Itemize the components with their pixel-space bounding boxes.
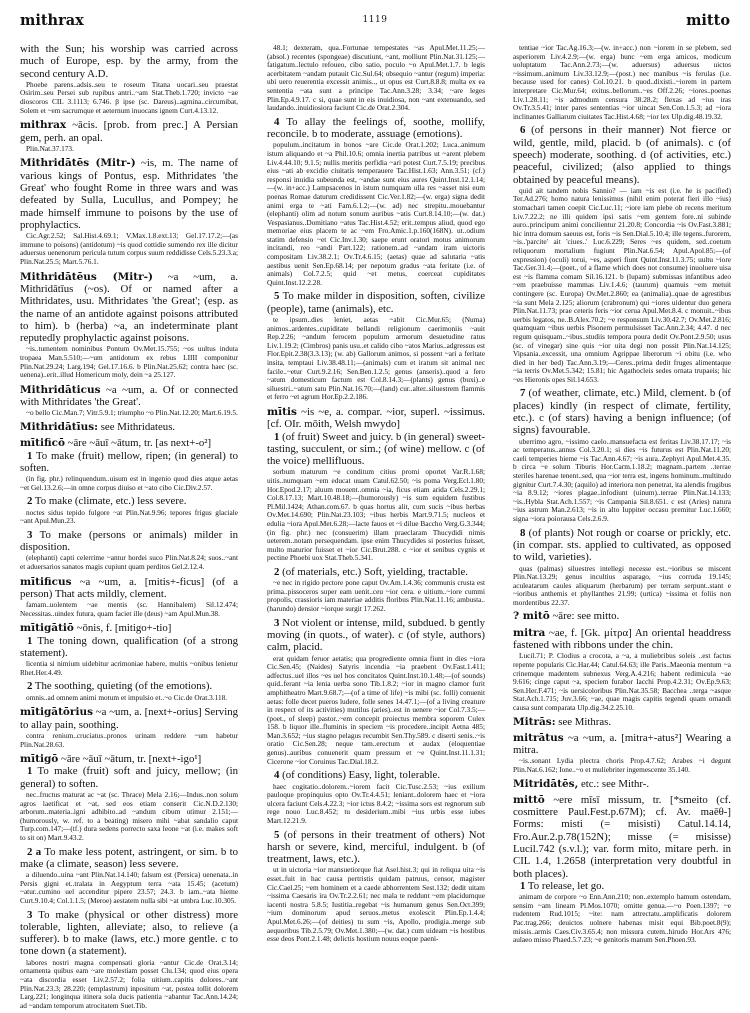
- sense-definition: 3 To make (persons or animals) milder in disposition.: [20, 528, 238, 554]
- entry-definition: ~āre ~āuī ~ātum, tr. [next+-igo¹]: [61, 753, 202, 766]
- sense-definition: 7 (of weather, climate, etc.) Mild, clement. b (of places) kindly (in respect of climate, fertility, etc.). c (of stars) having a benign influence; (of signs) favourable.: [513, 387, 731, 437]
- entry: [20, 384, 238, 409]
- sense-definition: 3 To make (physical or other distress) more tolerable, lighten, alleviate; also, to relieve (a sufferer). b to make (laws, etc.) more gentle. c to tone down (a statement).: [20, 908, 238, 958]
- sense-definition: 1 (of fruit) Sweet and juicy. b (in general) sweet-tasting, succulent, or sim.; (of wine) mellow. c (of the voice) mellifluous.: [267, 430, 485, 468]
- sense-number: 8: [520, 526, 526, 539]
- entry-definition: ~ae, f. [Gk. μίτρα] An oriental headdress fastened with ribbons under the chin.: [513, 626, 731, 652]
- citation-block: omnis..ad omnem animi motum et impulsio et..~o Cic.de Orat.3.118.: [26, 692, 228, 702]
- citation-block: Cic.Agr.2.52; Sal.Hist.4.69.1; V.Max.1.8.ext.13; Gel.17.17.2;—(as immune to poisons) (antidotum) ~is quod cottidie sumendo rex ille dicitur aduersus uenenorum pericula tutum corpus suum reddidisse Cels.5.23.3.a; Plin.Nat.25.5; Mart.5.76.1.: [20, 231, 238, 267]
- entry-headword: Mithridātīus:: [20, 420, 99, 433]
- citation-block: contra renium..cruciatus..pronos urinam reddere ~um habetur Plin.Nat.28.63.: [20, 730, 238, 749]
- entry-definition: ~ōnis, f. [mitigo+-tio]: [76, 622, 172, 635]
- entry-headword: Mitrās:: [513, 715, 556, 728]
- entry-headword: Mithridātēus (Mitr-): [20, 270, 153, 283]
- entry: [513, 732, 731, 757]
- entry: [20, 119, 238, 144]
- entry-headword: mītificus: [20, 575, 72, 588]
- sense-number: 2: [274, 565, 280, 578]
- entry: [20, 157, 238, 231]
- sense-number: 7: [520, 387, 526, 400]
- citation-block: ~is..sonant Lydia plectra choris Prop.4.7.62; Arabes ~i degunt Plin.Nat.6.162; Ione..~o et muliebriter ingemescente 35.140.: [513, 756, 731, 774]
- sense-definition: 5 (of persons in their treatment of others) Not harsh or severe, kind, merciful, indulgent. b (of treatment, laws, etc.).: [267, 828, 485, 866]
- entry-headword: mītigō: [20, 753, 59, 766]
- cross-reference-target: see Mithridateus.: [100, 420, 176, 433]
- sense-definition: 1 To make (fruit) soft and juicy, mellow; (in general) to soften.: [20, 765, 238, 790]
- sense-definition: 1 The toning down, qualification (of a strong statement).: [20, 634, 238, 659]
- citation-block: (in fig. phr.) relinquendum..uisum est in ingenio quod dies atque aetas ~et Gel.13.2.6;—in omne corpus diuiso et ~ato cibo Cic.Div.2.57.: [20, 474, 238, 492]
- citation-block: tentiae ~ior Tac.Ag.16.3;—(w. in+acc.) non ~iorem in se plebem, sed asperiorem Liv.4.2.9;—(w. erga) hunc ~em erga amicos, modicum uoluptatum Tac.Ann.2.73;—(w. aduersus) aduersus uictos ~issimum..animum Liv.33.12.9;—(post.) nec manibus ~is ferulas (i.e. because used for canes) Col.10.21. b quod..dixisti..~iorem in partem interpretare Cic.Mur.64; exitus..bellorum..~es Off.2.26; ~iores..poenas Liv.1.28.11; ~is admodum censura 38.28.2; flexas ad ~ius iras Ov.Tr.3.5.41; inter pares sententias ~ior uincat Sen.Con.1.5.3; ad ~iora inclinantes Galliarum ciuitates Tac.Hist.4.68; ~ior lex Ulp.dig.48.19.32.: [513, 43, 731, 121]
- right-guide-word: mitto: [686, 12, 730, 29]
- entry: [20, 576, 238, 601]
- entry: [20, 622, 238, 634]
- citation-block: ~is..tumentem nominibus Pontum Ov.Met.15.755; ~os uultus induta tropaea Man.5.510;—~um antidotum ex rebus LIIII componitur Plin.Nat.29.24; Larg.194; Gel.17.16.6. b Plin.Nat.25.62; contra haec (sc. uenena)..erit..illud Homericum moly, dein ~a 25.127.: [20, 344, 238, 380]
- sense-definition: 1 To make (fruit) mellow, ripen; (in general) to soften.: [20, 449, 238, 474]
- sense-number: 1: [274, 430, 280, 443]
- column-left: [20, 43, 238, 1013]
- citation-block: a diluendo..uina ~ant Plin.Nat.14.140; falsum est (Persica) uenenata..in Persis gigni et..tralata in Aegyptum terra ~ata 15.45; (acetum) ~atur..cumino uel accenditur pipere 23.57; 24.3. b iam..~ata hieme Curt.9.10.4; Col.1.1.5; (Meroe) aestatem nulla sibi ~at umbra Luc.10.305.: [20, 870, 238, 905]
- citation-block: nec..fructus maturat ac ~at (sc. Thrace) Mela 2.16;—Indus..non solum agros laetificat et ~at, sed eos etiam conserit Cic.N.D.2.130; arborum..materia..igni adhibito..ad ~andum cibum utimur 2.151;—(humorously, w. ref. to a beating) misero mihi ~abat sandalio caput Turp.com.147;—(tf.) dura sedens porrecto saxa leone ~at (i.e. makes soft to sit on) Mart.9.43.2.: [20, 790, 238, 842]
- citation-block: haec cogitatio..dolorem..~iorem facit Cic.Tusc.2.53; ~ius exilium pauloque propinquius opto Ov.Tr.4.4.51; leniant..dolorem haec et ~iora ulcera faciunt Cels.4.22.3; ~ior ictus 8.4.2; ~issima sors est regnorum sub rege nouo Luc.8.452; tu desiderium..mibi ~ius urbis esse iubes Mart.12.21.9.: [267, 781, 485, 825]
- entry-definition: ~a ~um, a. [mitra+-atus²] Wearing a mitra.: [513, 731, 731, 757]
- sense-number: 1: [520, 879, 526, 892]
- entry-headword: mītis: [267, 405, 297, 418]
- cross-reference: [513, 716, 731, 728]
- citation-block: quid ait tandem nobis Sannio? — iam ~is est (i.e. he is pacified) Ter.Ad.276; homo natura lenissimus (nihil enim poterat fieri illo ~ius) stomachari tamen coepit Cic.Luc.11; ~iore iam plebe ob recens meritum Liv.7.22.2; ne illi quidem ipsi satis ~em gentem fore..ni subinde auro..principum animi concilientur 21.20.8; Concordia ~is Ov.Fast.3.881; hic intra domum saeuus est, foris ~is Sen.Dial.5.10.4; ille tegens..furorem, ~is..'parcite' ait 'ciues..' Luc.6.229; Seres ~es quidem, sed..coetum reliquorum mortalium fugiunt Plin.Nat.6.54; Apul.Apol.85;—(of expression) (oculi) toruі, ~es, asperi fiunt Quint.Inst.11.3.75; uultu ~iore Tac.Ger.31.4;—(poet., of a flame which does not consume) inuoluere uisa est ~is flamma comam Sil.16.121. b (lupam) submissas infantibus adeo ~em praebuisse mammas Liv.1.4.6; (taurum) quamuis ~em metuit contingere (sc. Europa) Ov.Met.2.860; ea (animalia)..quae de agrestibus ~ia sunt Mela 2.125; aliorum (crabronum) qui ~iores uidentur duo genera Plin.Nat.11.73; prae ceteris feris ~ior cerua Apul.Met.8.4. c monuit..~ibus uerbis legatos, ne..B.Alex.70.2; ~e responsum Liv.30.42.7; Ov.Met.2.816; quamquam ~ibus uerbis Pisonem permulsisset Tac.Ann.2.34; 4.47. d nec regum quisquam..~ibus..studiis tempora poura dedit Ov.Pont.2.9.50; usus (sc. of vinegar) sine quis ~ior uita degi non possit Plin.Nat.14.125; Vipsania..excessit, una omnium Agrippae liberorum ~i obitu (i.e. who died in her bed) Tac.Ann.3.19;—Ceres..prima dedit fruges alimentaque ~ia terris Ov.Met.5.342; 15.81; hic Agathocleis sedes ornata trupaeis; hic ~es Hieronis opes Sil.14.653.: [513, 185, 731, 384]
- citation-block: noctes sidus tepido fulgore ~at Plin.Nat.9.96; tepores frigus glaciale ~ant Apul.Mun.23.: [20, 507, 238, 526]
- citation-block: sorbum maturum ~e conditum citius promi oportet Var.R.1.68; uitis..numquam ~em educat uuam Catul.62.50; ~is poma Verg.Ecl.1.80; Hor.Epod.2.17; aluum mouent..omnia ~ia, ficus etiam arida Cels.2.29.1; Col.8.17.13; Mart.10.48.18;—(humorously) ~is sum equidem fustibus Pl.Mil.1424; Athan.com.67. b quas hortus alit, cum sucis ~ibus herbas Ov.Met.14.690; Plin.Nat.23.103; ~ibus herbis Mart.9.71.5; nucleos et edulia ~iora Apul.Met.6.28;—lacte fauos et ~i dilue Baccho Verg.G.3.344; (in fig. phr.) nec (consuerim) illam praeclaram Thucydidi nimis ueterem..notam persequendam. ipse enim Thucydides si posterius fuisset, multo maturior fuisset et ~ior Cic.Brut.288. c ~ior et senibus cygnis et pectine Phoebi uox Stat.Theb.5.341.: [267, 467, 485, 563]
- entry-headword: mitrātus: [513, 731, 564, 744]
- cross-reference-target: see Mithras.: [558, 715, 612, 728]
- cross-reference-target: etc.: see Mithr-.: [580, 777, 650, 790]
- running-head: [20, 12, 730, 34]
- entry-definition: ~is, m. The name of various kings of Pontus, esp. Mithridates 'the Great' who fought Rome in three wars and was defeated by Sulla, Lucullus, and Pompey; he made himself immune to poisons by the use of prophylactics.: [20, 157, 239, 231]
- cross-reference: [513, 778, 731, 790]
- sense-number: 1: [27, 634, 33, 647]
- entry: [20, 437, 238, 449]
- citation-block: Lucil.71; P. Clodius a crocota, a ~a, a muliebribus soleis ..est factus repente popularis Cic.Har.44; Catul.64.63; ille Paris..Maeonia mentum ~a crinemque madentem subnexus Verg.A.4.216; habent redimicula ~ae 9.616; cinge caput ~a, speciem furabor Iacchi Prop.4.2.31; Ov.Ep.9.63; Sen.Her.F.471; ~is uersicoloribus Plin.Nat.35.58; Bacchea ..terga ~asque Stat.Ach.1.715; Juv.3.66; ~ae, quae magis capitis tegendi quam ornandi causa sunt comparata Ulp.dig.34.2.25.10.: [513, 651, 731, 712]
- entry-headword: Mitridātēs,: [513, 777, 579, 790]
- entry: [20, 271, 238, 345]
- sense-definition: 2 (of materials, etc.) Soft, yielding, tractable.: [274, 565, 468, 578]
- sense-definition: 2 a To make less potent, astringent, or sim. b to make (a climate, season) less severe.: [20, 845, 238, 870]
- entry-definition: ~a ~um, a. [next+-orius] Serving to allay pain, soothing.: [20, 706, 239, 731]
- entry-headword: mitra: [513, 626, 546, 639]
- citation-block: animam de corpore ~o Enn.Ann.210; non..extemplo hamum ostendam, sensim ~am lineam Pl.Mos.1070; omitte genua.—~o Poen.1397; ~e rudentem Rud.1015; ~ite: nam attrectatu..amplificatis dolorem Pac.trag.266; deuictos uolnere habenas misit equi Bib.poet.8(9); missis..armis Caes.Civ.3.65.4; non missura cutem..hirudo Hor.Ars 476; aulaeo misso Phaed.5.7.23; ~e genitoris manum Sen.Phoen.93.: [513, 892, 731, 945]
- sense-number: 4: [274, 769, 280, 782]
- page-number: 1119: [362, 15, 388, 25]
- column-middle: [267, 43, 485, 947]
- sense-number: 5: [274, 290, 280, 303]
- entry-definition: ~ere mīsī missum, tr. [*smeito (cf. cosmittere Paul.Fest.p.67M); cf. Av. maēθ-] Forms: misti (= misisti) Catul.14.14, Fro.Aur.2.p.78(152N); misse (= misisse) Lucil.742 (s.v.l.); var. form mito, mitare perh. in CIL 1.4, 1.2658 (interpretation very doubtful in both places).: [513, 793, 731, 880]
- citation-block: famam..uolentem ~ae mentis (sc. Hannibalem) Sil.12.474; Necessitas..uindex futura, quam faciet ille (deus) ~am Apul.Mun.38.: [20, 600, 238, 618]
- sense-number: 1: [27, 765, 33, 778]
- sense-definition: 3 Not violent or intense, mild, subdued. b gently moving (in quots., of water). c (of style, authors) calm, placid.: [267, 616, 485, 654]
- entry: [267, 406, 485, 431]
- citation-block: erat quidam feruor aetatis; qua progrediente omnia fiunt in dies ~iora Cic.Sen.45; (Naides) Satyris incendia ~ia praebent Ov.Fast.1.411; adfectus..uel illos ~es uel hos concitatos Quint.Inst.10.1.48;—(of sounds) quid..ferant ~ia lenia uerba sono Tib.1.8.2; ~ior in magno clamor furit amphitheatro Mart.9.68.7;—(of a time of life) ~is mibi (sc. folli) conuenit aetas: folle decet pueros ludere, folle senes 14.47.1;—(of a living creature in respect of its activities) mutilus (aries)..est in uenere ~ior Col.7.3.5;—(poet., of sleep) pastor..~em concepit proiectus membra soporem Culex 158. b liquor ille..fluminis in speciem ~is procedere..incipit Aetna 485; Man.3.652; ~ius stagno pelagus recumbit Sen.Thy.589. c diserti senis..~is oratio Cic.Sen.28; neque tam..erectum et audax (eloquentiae genus)..auribus conuenerit quam pressum et ~e Quint.Inst.11.1.31; Cicerone ~ior Coruinus Tac.Dial.18.2.: [267, 653, 485, 766]
- sense-number: 4: [274, 115, 280, 128]
- sense-number: 6: [520, 124, 526, 137]
- sense-number: 3: [27, 528, 33, 541]
- citation-block: te ipsum..dies leniet, aetas ~abit Cic.Mur.65; (Numa) animos..ardentes..cupiditate bellandi religionum caerimoniis ~auit Rep.2.26; ~andum ferocem populum armorum desuetudine ratus Liv.1.19.2; (Cimbros) panis usu..et calido cibo ~atos Marius..adgressus est Flor.Epit.2.38(3.3.13); (w. ab) Gallorum animos, si possent ~ari a feritate insita, temptaui Liv.38.48.11;—(animals) cum et iratum sit animal nec facile..~etur Curt.9.2.16; Sen.Ben.1.2.5; genus (anseris)..quod a fero ~atum domesticum factum est Col.8.14.3;—(plants) genus (buxi)..e siluestri..~atum satu Plin.Nat.16.70;—(land) cur..alter..siluestrem flammis et ferro ~et agrum Hor.Ep.2.2.186.: [267, 315, 485, 402]
- entry-headword: Mithridāticus: [20, 383, 101, 396]
- sense-number: 2 a: [27, 845, 42, 858]
- sense-definition: 4 To allay the feelings of, soothe, mollify, reconcile. b to moderate, assuage (emotions).: [267, 115, 485, 141]
- entry-headword: ? mitō: [513, 610, 550, 623]
- entry-headword: Mithridātēs (Mitr-): [20, 157, 136, 170]
- citation-block: 48.1; dexteram, qua..Fortunae tempestates ~as Apul.Met.11.25;—(absol.) recentes (spongeae) discutiunt, ~ant, molliunt Plin.Nat.31.125;—fatigatum..lectulo refoueo, cibo satio, poculo ~o Apul.Met.1.7. b legis acerbitatem ~andam putauit Cic.Sul.64; obsequio ~antur (regum) imperia: ubi uero reuerentia excessit animis.., ut opus est Curt.8.8.8; multa ex ea sententia ~ata sunt a principe Tac.Ann.3.28; 3.34; ~are leges Plin.Ep.4.9.17. c si, quae sunt in eis inuidiosa, non ~ant extenuando, sed laudando..inuidiosiora faciunt Cic.de Orat.2.304.: [267, 43, 485, 113]
- sense-definition: 8 (of plants) Not rough or coarse or prickly, etc. (in compar. sts. applied to cultivated, as opposed to wild, varieties).: [513, 526, 731, 564]
- entry-headword: mītigātōrius: [20, 706, 94, 719]
- column-right: [513, 43, 731, 948]
- entry-headword: mītificō: [20, 437, 65, 450]
- citation-block: Plin.Nat.37.173.: [26, 143, 74, 153]
- sense-definition: 6 (of persons in their manner) Not fierce or wild, gentle, mild, placid. b (of animals). c (of speech) moderate, soothing. d (of activities, etc.) peaceful, civilized; (also applied to things obtained by peaceful means).: [513, 124, 731, 186]
- cross-reference-target: ~āre: see mitto.: [552, 610, 620, 623]
- entry-headword: mītigātiō: [20, 622, 74, 635]
- entry: [20, 753, 238, 765]
- left-guide-word: mithrax: [20, 12, 84, 29]
- sense-number: 5: [274, 828, 280, 841]
- citation-block: populum..incitatum in bonos ~are Cic.de Orat.1.202; Luca..animum istum aliquando et ~a Phil.10.6; omnia inertia patribus ut ~arent plebem Liv.4.44.10; 9.1.5; nullis meritis perfidia ~ari potest Curt.7.5.19; precibus eius ~ati ab excidio ciuitatis temperauere Tac.Hist.1.63; Ann.3.51; (cf.) responsi inuidia subeunda est, ~andae sunt eius aures Quint.Inst.12.1.14;—(w. in+acc.) Lampsacenos in istum numquam ulla res ~asset nisi eum poenas Romae daturum credidissent Cic.Ver.1.82;—(w. erga) signa dedit animi erga te ~ati Fam.6.1.2;—(w. ad) nec strepitu..mouebantur (elephanti) olim ad notum sonum auribus ~atis Curt.8.14.10;—(w. dat.) Vespasianus..Domitiano ~atus Tac.Hist.4.52; erit..tempus aliud, quod ego memoriae eius placem te ac ~em Fro.Amic.1.p.160(168N). ut..odium statim defensio ~et Cic.Inv.1.30; saepe erunt oratori motus animorum incitandi, reo ~andi Part.122; rationem..ad ~andam iram uictoris compositam Liv.38.2.1; Ov.Tr.4.6.15; (aetas) quae ad salutaria ~atis aestibus uenit Sen.Ep.68.14; per nepotum gradus ~ata feritate (i.e. of animals) Col.7.2.5; quid ~et metus, coerceat cupiditates Quint.Inst.12.2.28.: [267, 140, 485, 287]
- sense-number: 2: [27, 680, 33, 693]
- sense-number: 1: [27, 449, 33, 462]
- entry-definition: ~a ~um, a. Mithridātīus (~os). Of or named after a Mithridates, usu. Mithridates 'the Great'; (esp. as the name of an antidote against poisons attributed to him). b (herba) ~a, an indeterminate plant reputedly prophylactic against poisons.: [20, 270, 238, 345]
- citation-block: ut in uictoria ~ior mansuetiorque fiat Asel.hist.3; qui in reliqua uita ~is esset..fuit in hac causa pertristis quidam patruus, censor, magister Cic.Cael.25; ~em hominem et a caede abhorrentem Sest.132; dedit uitam ~issima Caesaris ira Ov.Tr.2.2.61; nec mala te reddunt ~em placidumque iacenti nostra 5.8.5; Iustitia..regebat ~is humanum genus Sen.Oct.399; ~ium dominorum apud seruos..metus exolescit Plin.Ep.1.4.4; Apul.Met.6.26;—(of deities) tu sum ~is, Apollo, prodigia..merge sub aequoribus Tib.2.5.79; Ov.Met.1.380;—(w. dat.) cum uideam ~is hostibus esse deos Pont.2.1.48; delictis hostium nouus eoque paeni-: [267, 865, 485, 944]
- sense-definition: 2 To make (climate, etc.) less severe.: [27, 495, 187, 508]
- entry: [20, 706, 238, 731]
- entry-definition: ~ācis. [prob. from prec.] A Persian gem, perh. an opal.: [20, 119, 238, 144]
- definition-text: with the Sun; his worship was carried across much of Europe, esp. by the army, from the second century A.D.: [20, 43, 238, 80]
- sense-definition: 1 To release, let go.: [520, 879, 605, 892]
- citation-block: Phoebe parens..adsis..seu te roseum Titana uocari..seu praestat Osirim..seu Persei sub rupibus antri..~am Stat.Theb.1.720; invicto ~ae dioscoros CIL 3.1113; 6.746. β ipse (sc. Dareus)..agmina..circumibat, Solem et ~em sacrumque et aeternum inuocans ignem Curt.4.13.12.: [20, 79, 238, 115]
- sense-definition: 5 To make milder in disposition, soften, civilize (people), tame (animals), etc.: [267, 290, 485, 315]
- citation-block: ~e nec in rigido pectore pone caput Ov.Am.1.4.36; communis crusta est prima..pissoceros super eam uenit..ceu ~ior cera. e uitium..~iore cummi propolis, crassioris iam materiae additis floribus Plin.Nat.11.16; ambusta..(harundo) densior ~iorque surgit 17.262.: [267, 578, 485, 614]
- citation-block: (elephanti) capti celerrime ~antur hordei suco Plin.Nat.8.24; suos..~ant et aduersarios sanatos magis cupiunt quam perditos Gel.2.12.4.: [20, 553, 238, 571]
- entry-definition: ~āre ~āuī ~ātum, tr. [as next+-o²]: [67, 437, 212, 450]
- citation-block: licentia si nimium uidebitur acrimoniae habere, multis ~onibus lenietur Rhet.Her.4.49.: [20, 659, 238, 677]
- citation-block: labores nostri magna compensati gloria ~antur Cic.de Orat.3.14; ornamenta quibus eam ~are molestiam posset Clu.134; quod eius opera ~ata discordia esset Liv.2.57.2; folia uitium..capitis dolores..~ant Plin.Nat.23.3; 28.220; (emplastrum) inpositum ~at, postea tollit dolorem Larg.221; longinqua itinera sola ducis patientia ~abantur Tac.Ann.14.24; ad ~andam temporum atrocitatem Suet.Tib.: [20, 957, 238, 1010]
- citation-block: uberrimo agro, ~issimo caelo..mansuefacta est feritas Liv.38.17.17; ~is ac temperatus..annus Col.3.20.1; si dies ~is futurus est Plin.Nat.11.20; caeli temperies hieme ~is Tac.Ann.4.67; ~is aura..Zephyri Apul.Met.4.35. b circa ~e solum Tiburis Hor.Carm.1.18.2; magnam..partem ..terrae steriles harenae tenent..sed, qua ~ior terra est, ingens hominum..multitudo gignitur Curt.7.4.30; (aquilo) ad interiora non penetrat, ita alendis frugibus ~ia 8.9.12; ~iores plagae..infodiunt (uinum)..terrae Plin.Nat.14.133; ~is..Hybla Stat.Ach.1.557; ~is Campania Sil.8.651. c est (Aries) natura ~ius astrum Man.2.613; ~is in alto Iuppiter occasu premitur Luc.1.660; signa ~iora poiorausa Cels.2.6.9.: [513, 436, 731, 524]
- entry-headword: mithrax: [20, 119, 67, 132]
- sense-number: 3: [27, 908, 33, 921]
- entry-headword: mittō: [513, 793, 545, 806]
- entry-definition: ~a ~um, a. Of or connected with Mithridates 'the Great'.: [20, 383, 239, 409]
- entry-definition: ~a ~um, a. [mitis+-ficus] (of a person) That acts mildly, clement.: [20, 575, 238, 600]
- sense-number: 3: [274, 616, 280, 629]
- sense-definition: 4 (of conditions) Easy, light, tolerable.: [274, 769, 441, 782]
- cross-reference: [20, 421, 238, 433]
- entry: [513, 627, 731, 652]
- entry-definition: ~is ~e, a. compar. ~ior, superl. ~issimus. [cf. OIr. mōith, Welsh mwydo]: [267, 405, 486, 431]
- sense-number: 2: [27, 495, 33, 508]
- cross-reference: [513, 610, 731, 622]
- citation-block: quas (palmas) siluestres intellegi necesse est..~ioribus se miscent Plin.Nat.13.29; genus incultius asparago, ~ius corruda 19.145; aculeatarum caules aliquarum (herbarum) per terram serpunt..stant e ~ioribus anthemis et phyllanthes 21.99; (urtica) ~issima et foliis non mordentibus 22.37.: [513, 563, 731, 607]
- sense-definition: 2 The soothing, quieting (of the emotions).: [27, 680, 213, 693]
- entry: [513, 794, 731, 880]
- citation-block: ~o bello Cic.Man.7; Vitr.5.9.1; triumpho ~o Plin.Nat.12.20; Mart.6.19.5.: [26, 408, 238, 418]
